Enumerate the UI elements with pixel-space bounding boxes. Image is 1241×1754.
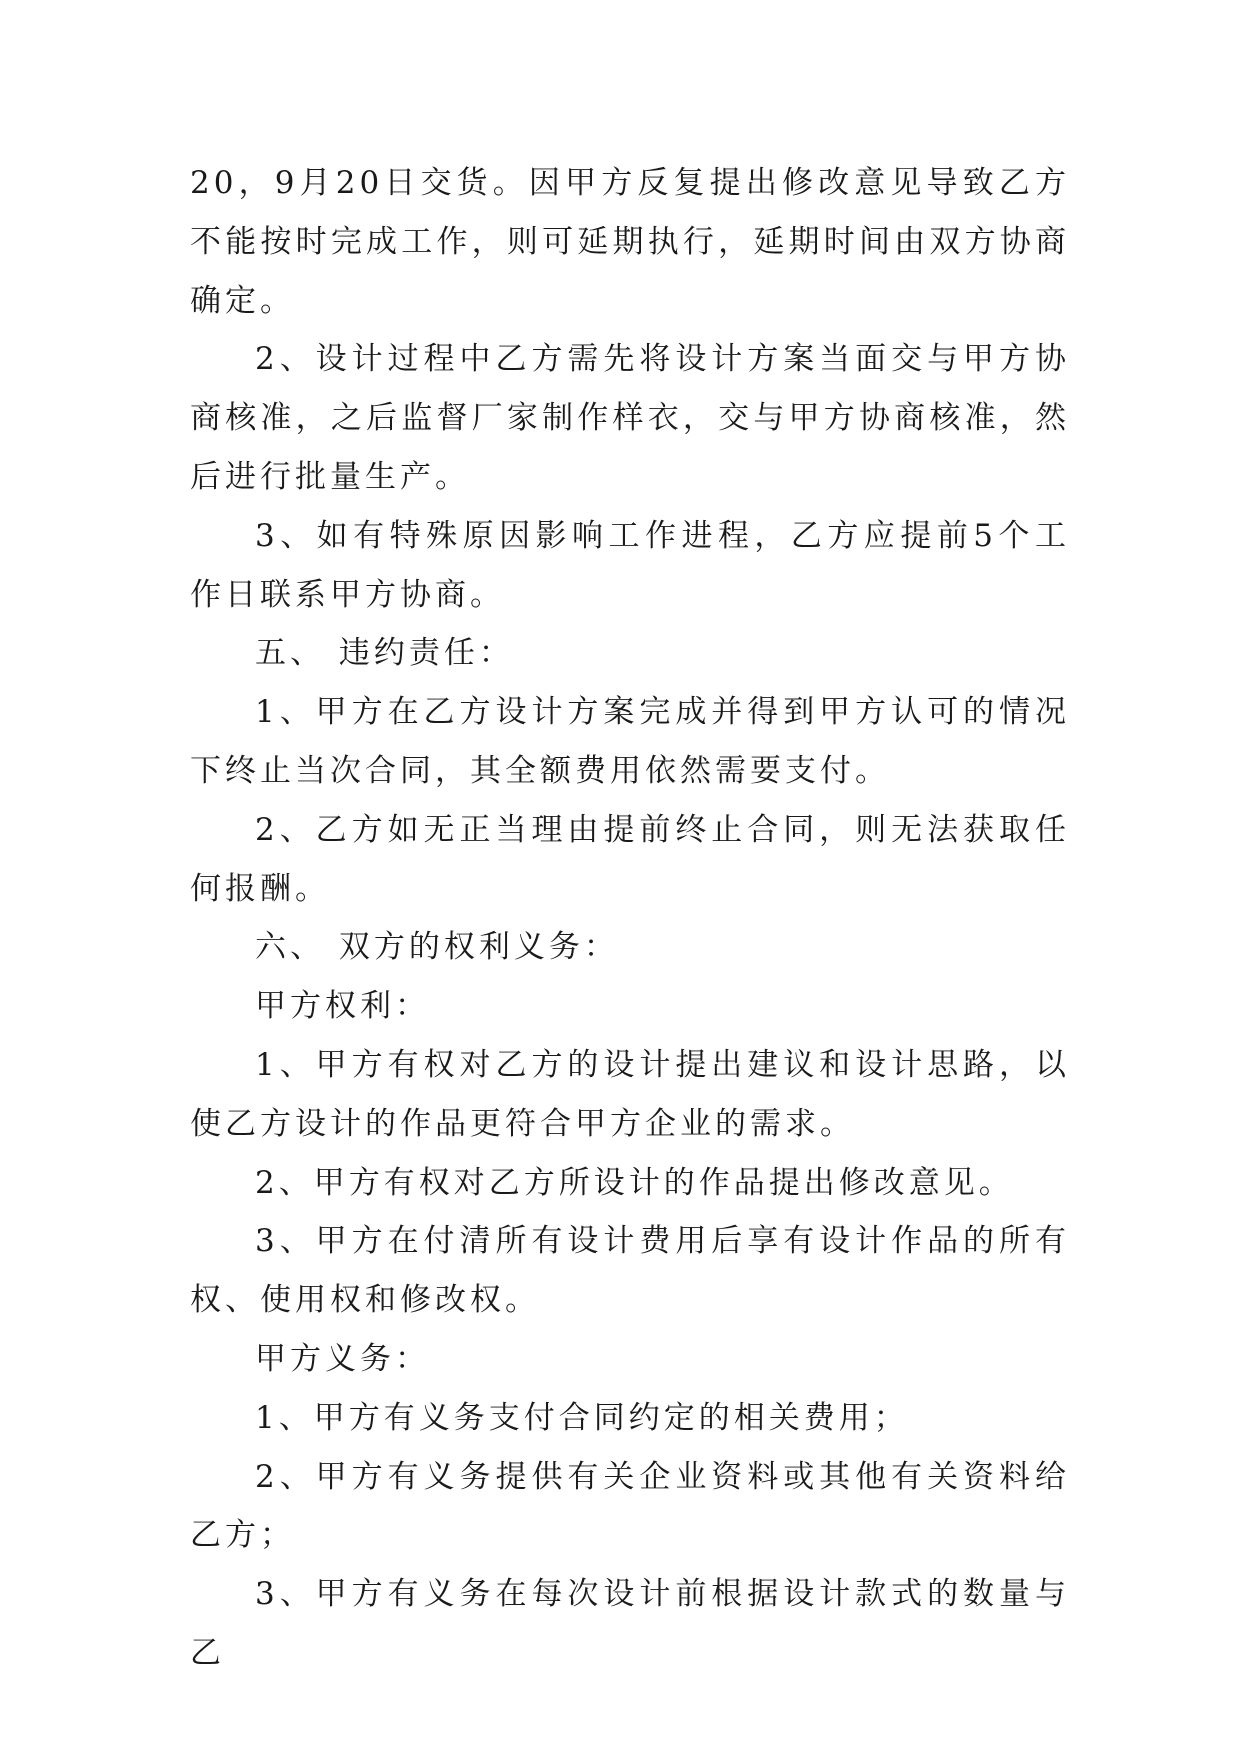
- section-heading-rights-obligations: 六、 双方的权利义务：: [255, 929, 619, 966]
- paragraph-breach-party-a: 1、甲方在乙方设计方案完成并得到甲方认可的情况下终止当次合同，其全额费用依然需要支付。: [190, 694, 1070, 789]
- section-heading-breach: 五、 违约责任：: [255, 635, 514, 672]
- paragraph-special-delay: 3、如有特殊原因影响工作进程，乙方应提前5个工作日联系甲方协商。: [190, 517, 1070, 613]
- paragraph-design-approval: 2、设计过程中乙方需先将设计方案当面交与甲方协商核准，之后监督厂家制作样衣，交与甲方协商核准，然后进行批量生产。: [190, 341, 1070, 495]
- paragraph-right-ownership: 3、甲方在付清所有设计费用后享有设计作品的所有权、使用权和修改权。: [190, 1223, 1070, 1319]
- paragraph-right-suggest: 1、甲方有权对乙方的设计提出建议和设计思路，以使乙方设计的作品更符合甲方企业的需求。: [190, 1046, 1070, 1142]
- paragraph-breach-party-b: 2、乙方如无正当理由提前终止合同，则无法获取任何报酬。: [190, 811, 1070, 907]
- paragraph-obligation-quantity: 3、甲方有义务在每次设计前根据设计款式的数量与乙: [190, 1576, 1070, 1671]
- subheading-party-a-obligations: 甲方义务：: [255, 1340, 430, 1377]
- paragraph-obligation-pay: 1、甲方有义务支付合同约定的相关费用；: [255, 1399, 909, 1436]
- paragraph-delivery-terms: 20，9月20日交货。因甲方反复提出修改意见导致乙方不能按时完成工作，则可延期执行，延期时间由双方协商确定。: [190, 165, 1070, 319]
- paragraph-right-modify: 2、甲方有权对乙方所设计的作品提出修改意见。: [255, 1164, 1014, 1201]
- subheading-party-a-rights: 甲方权利：: [255, 988, 430, 1025]
- paragraph-obligation-materials: 2、甲方有义务提供有关企业资料或其他有关资料给乙方；: [190, 1458, 1070, 1554]
- document-body: [190, 154, 1070, 1683]
